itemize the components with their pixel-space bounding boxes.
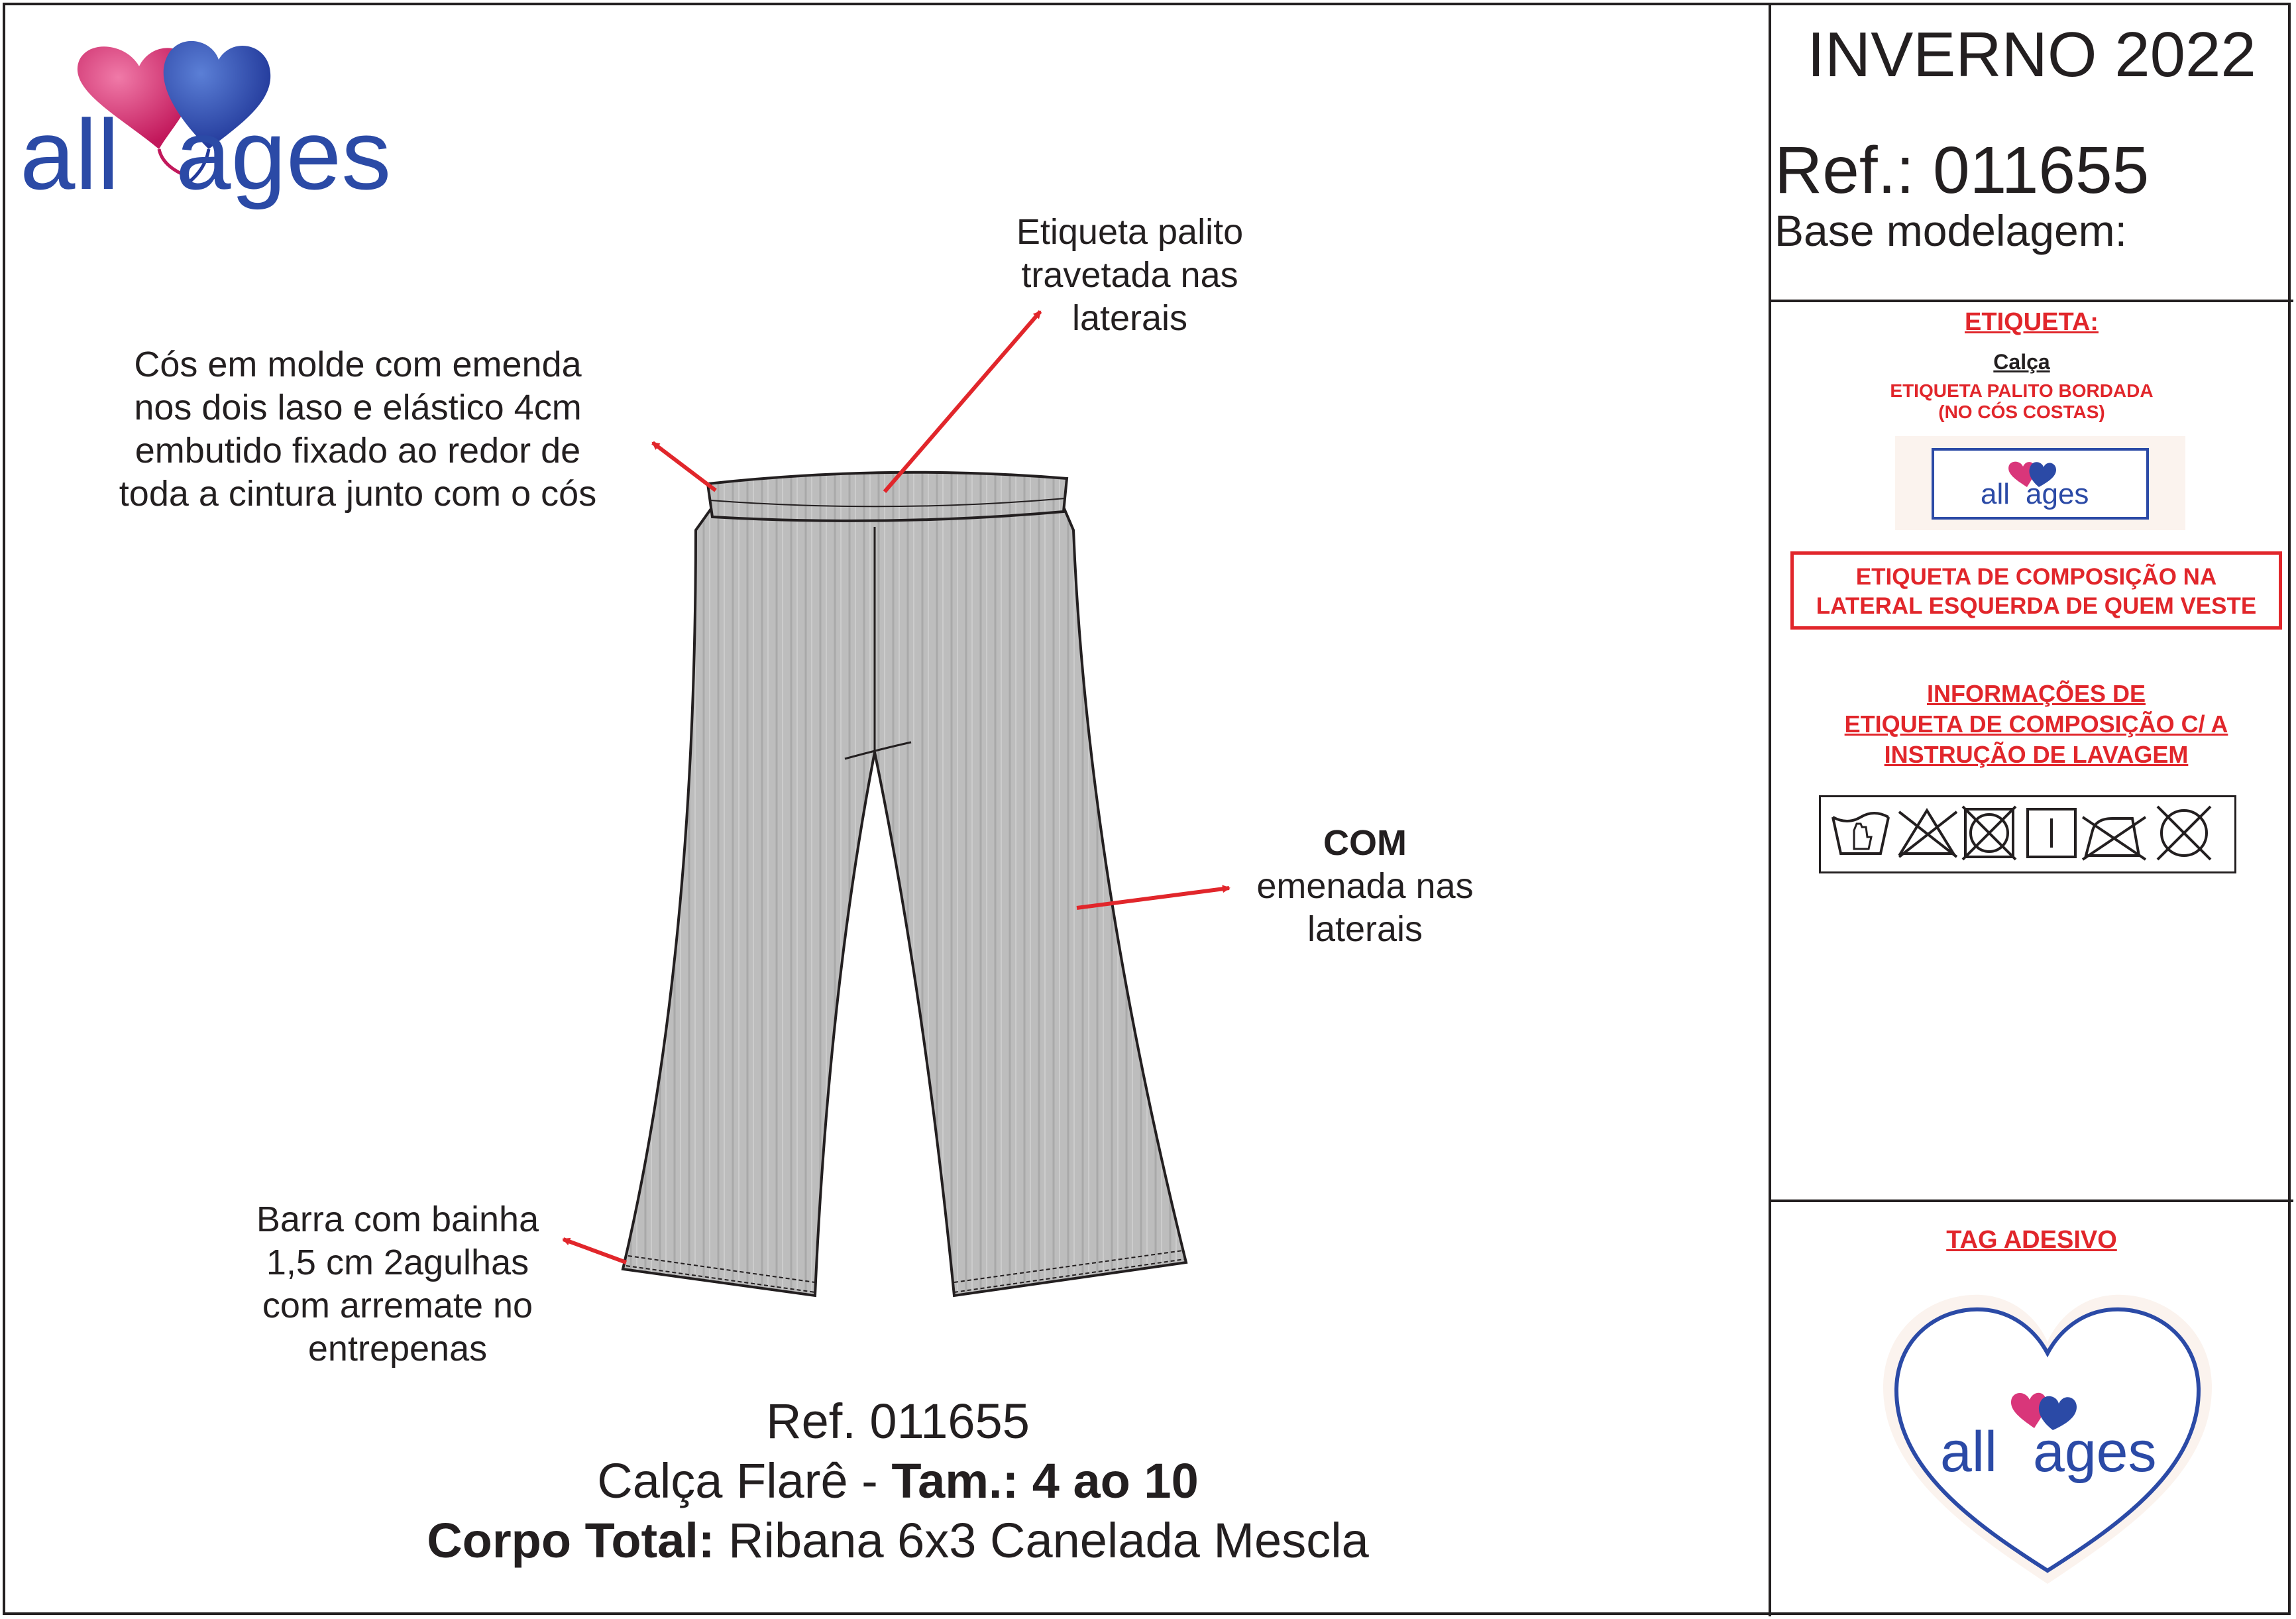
tag-brand-left: all xyxy=(1940,1420,1998,1484)
footer-product-name: Calça Flarê - xyxy=(597,1453,892,1508)
hem-note xyxy=(219,1198,576,1370)
tag-title: TAG ADESIVO xyxy=(1946,1226,2117,1254)
no-iron-icon xyxy=(2083,817,2146,860)
panel-divider-header xyxy=(1770,300,2293,302)
label-brand-right: ages xyxy=(2026,478,2089,510)
side-seam-note-line-2: laterais xyxy=(1307,909,1423,949)
brand-name-left: all xyxy=(20,99,120,210)
hem-note-line-2: 1,5 cm 2agulhas xyxy=(266,1243,529,1282)
label-note-line-3: laterais xyxy=(1071,298,1188,338)
etiqueta-title: ETIQUETA: xyxy=(1965,308,2099,336)
hem-note-line-1: Barra com bainha xyxy=(256,1200,539,1239)
panel-divider-vertical xyxy=(1769,3,1771,1616)
waistband-note-line-1: Cós em molde com emenda xyxy=(134,345,582,384)
no-dry-clean-icon xyxy=(2158,807,2211,860)
footer-product-line xyxy=(199,1451,1597,1511)
etiqueta-line-2: (NO CÓS COSTAS) xyxy=(1938,402,2105,422)
pants-body xyxy=(623,507,1186,1296)
line-dry-icon xyxy=(2028,809,2075,857)
tag-sticker xyxy=(1869,1279,2226,1597)
label-note-line-1: Etiqueta palito xyxy=(1016,212,1244,252)
care-symbols-strip xyxy=(1819,795,2236,873)
base-modelagem: Base modelagem: xyxy=(1775,206,2127,255)
side-seam-note-bold: COM xyxy=(1323,823,1407,863)
footer-body-fabric: Ribana 6x3 Canelada Mescla xyxy=(714,1513,1369,1568)
composition-line-1: ETIQUETA DE COMPOSIÇÃO NA xyxy=(1855,564,2217,590)
product-description xyxy=(199,1392,1597,1571)
care-info-line-3: INSTRUÇÃO DE LAVAGEM xyxy=(1884,741,2189,768)
composition-label-box xyxy=(1790,551,2282,630)
tag-brand-right: ages xyxy=(2033,1420,2157,1484)
waistband-note-line-2: nos dois laso e elástico 4cm xyxy=(134,388,582,427)
brand-name-right: ages xyxy=(176,99,392,210)
hand-wash-icon xyxy=(1833,813,1888,854)
footer-body-line xyxy=(199,1511,1597,1571)
waistband-arrow xyxy=(653,443,716,490)
panel-divider-tag xyxy=(1770,1200,2293,1202)
hem-note-line-3: com arremate no xyxy=(262,1286,533,1325)
footer-reference: Ref. 011655 xyxy=(766,1394,1030,1449)
hem-note-line-4: entrepenas xyxy=(307,1329,488,1368)
label-note-line-2: travetada nas xyxy=(1021,255,1238,295)
composition-line-2: LATERAL ESQUERDA DE QUEM VESTE xyxy=(1816,593,2257,619)
waistband-note-line-4: toda a cintura junto com o cós xyxy=(119,474,597,514)
side-seam-note-line-1: emenada nas xyxy=(1256,866,1474,906)
side-seam-note xyxy=(1219,822,1511,951)
care-info-heading xyxy=(1790,679,2282,770)
no-bleach-icon xyxy=(1899,810,1957,857)
waistband-note xyxy=(80,343,636,516)
reference-number: Ref.: 011655 xyxy=(1775,133,2150,207)
etiqueta-line-1: ETIQUETA PALITO BORDADA xyxy=(1890,380,2154,401)
label-brand-left: all xyxy=(1981,478,2010,510)
label-note xyxy=(967,211,1292,340)
product-label: Calça xyxy=(1993,350,2050,374)
care-info-line-2: ETIQUETA DE COMPOSIÇÃO C/ A xyxy=(1844,710,2228,738)
footer-size-range: Tam.: 4 ao 10 xyxy=(891,1453,1199,1508)
woven-label-preview xyxy=(1895,436,2185,530)
footer-body-label: Corpo Total: xyxy=(427,1513,715,1568)
waistband-note-line-3: embutido fixado ao redor de xyxy=(135,431,581,471)
care-info-line-1: INFORMAÇÕES DE xyxy=(1926,680,2146,707)
season-title: INVERNO 2022 xyxy=(1807,19,2256,90)
waistband xyxy=(708,473,1067,521)
woven-label-frame xyxy=(1932,448,2149,520)
no-tumble-dry-icon xyxy=(1963,807,2016,860)
